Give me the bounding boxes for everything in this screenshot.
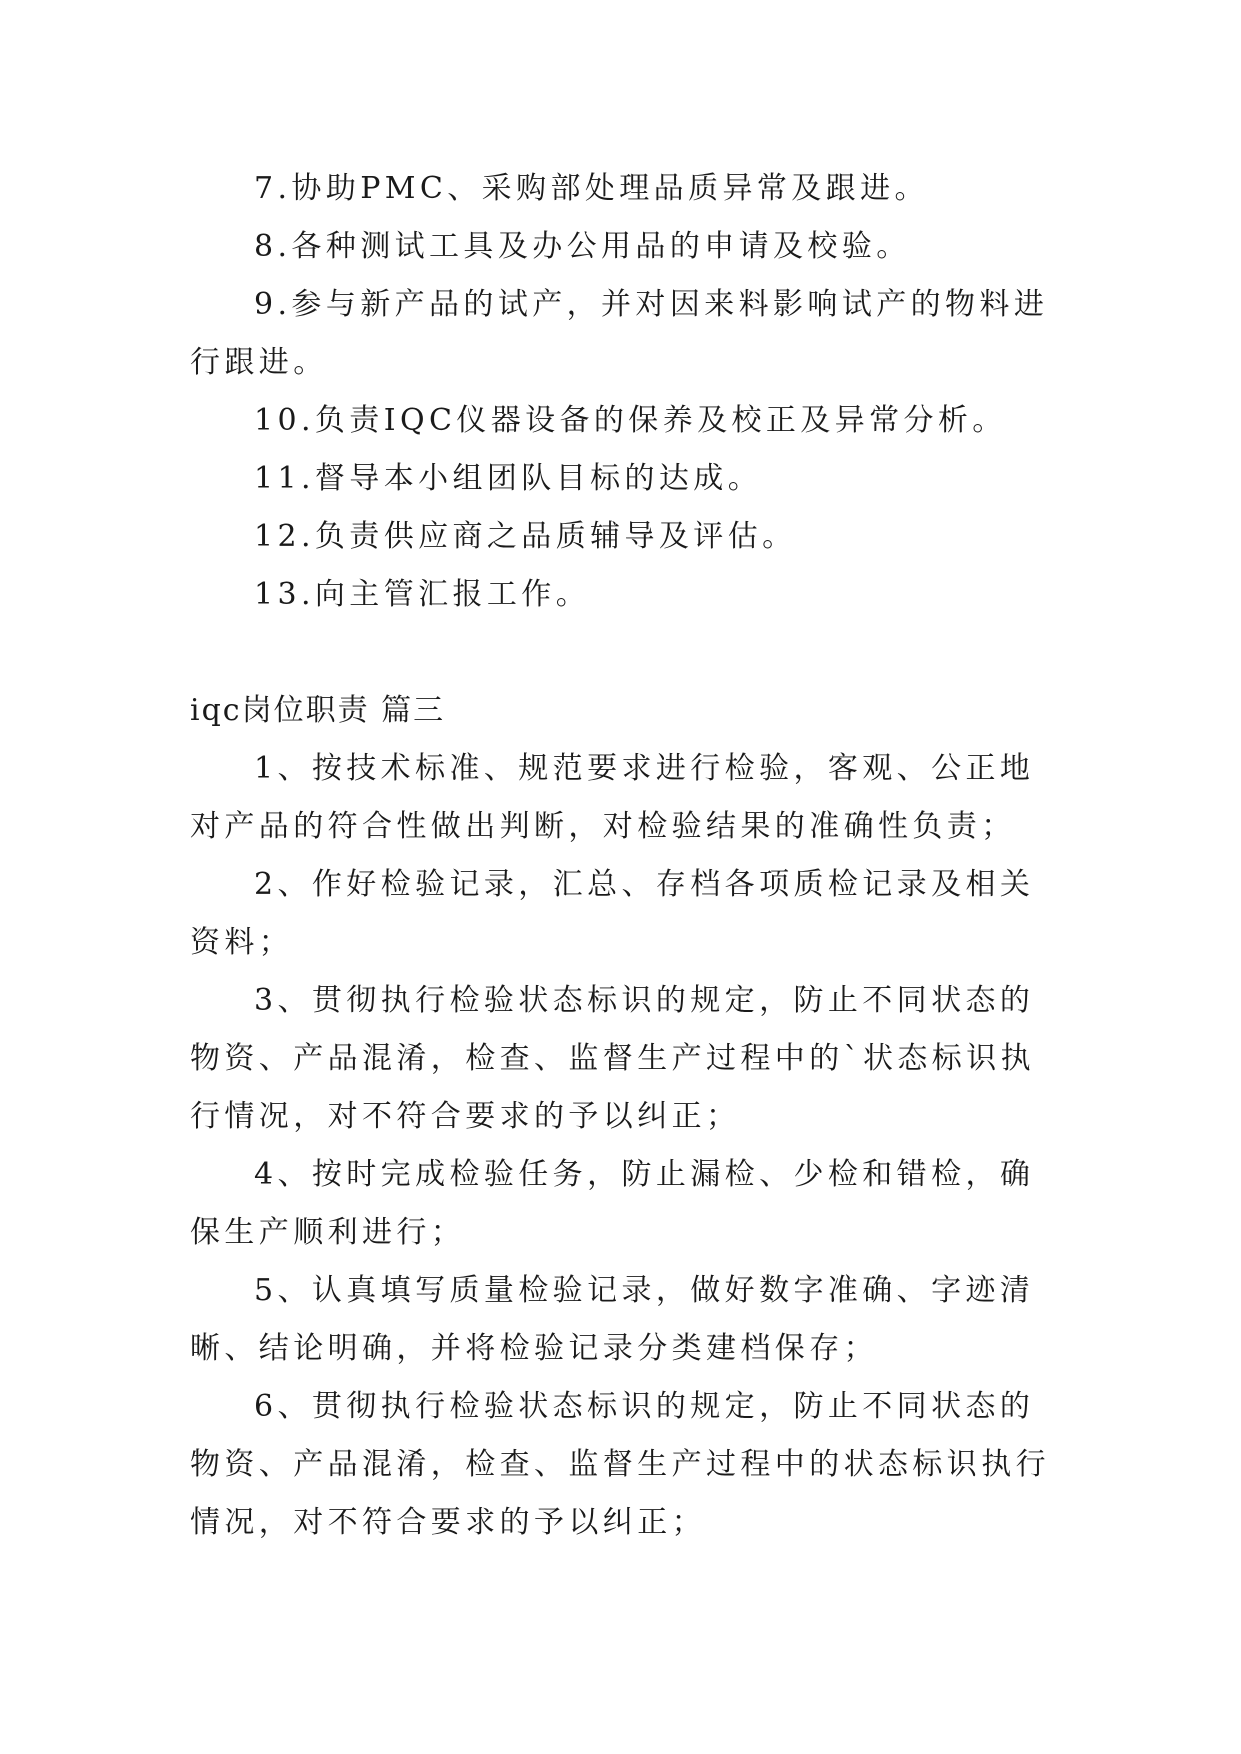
section-spacer (190, 624, 1060, 682)
duty-item-b3: 3、贯彻执行检验状态标识的规定，防止不同状态的物资、产品混淆，检查、监督生产过程中的`状态标识执行情况，对不符合要求的予以纠正； (190, 983, 1035, 1134)
duty-item-12: 12.负责供应商之品质辅导及评估。 (254, 519, 797, 554)
document-body (190, 160, 1060, 1552)
section-heading: iqc岗位职责 篇三 (190, 693, 446, 728)
duty-item-b4: 4、按时完成检验任务，防止漏检、少检和错检，确保生产顺利进行； (190, 1157, 1035, 1250)
duty-item-7: 7.协助PMC、采购部处理品质异常及跟进。 (254, 171, 929, 206)
duty-item-13: 13.向主管汇报工作。 (254, 577, 591, 612)
duty-item-b2: 2、作好检验记录，汇总、存档各项质检记录及相关资料； (190, 867, 1035, 960)
duty-item-b1: 1、按技术标准、规范要求进行检验，客观、公正地对产品的符合性做出判断，对检验结果的准确性负责； (190, 751, 1035, 844)
duty-item-b6: 6、贯彻执行检验状态标识的规定，防止不同状态的物资、产品混淆，检查、监督生产过程中的状态标识执行情况，对不符合要求的予以纠正； (190, 1389, 1050, 1540)
duty-item-10: 10.负责IQC仪器设备的保养及校正及异常分析。 (254, 403, 1007, 438)
duty-item-8: 8.各种测试工具及办公用品的申请及校验。 (254, 229, 911, 264)
duty-item-9: 9.参与新产品的试产，并对因来料影响试产的物料进行跟进。 (190, 287, 1049, 380)
duty-item-11: 11.督导本小组团队目标的达成。 (254, 461, 763, 496)
duty-item-b5: 5、认真填写质量检验记录，做好数字准确、字迹清晰、结论明确，并将检验记录分类建档保存； (190, 1273, 1035, 1366)
